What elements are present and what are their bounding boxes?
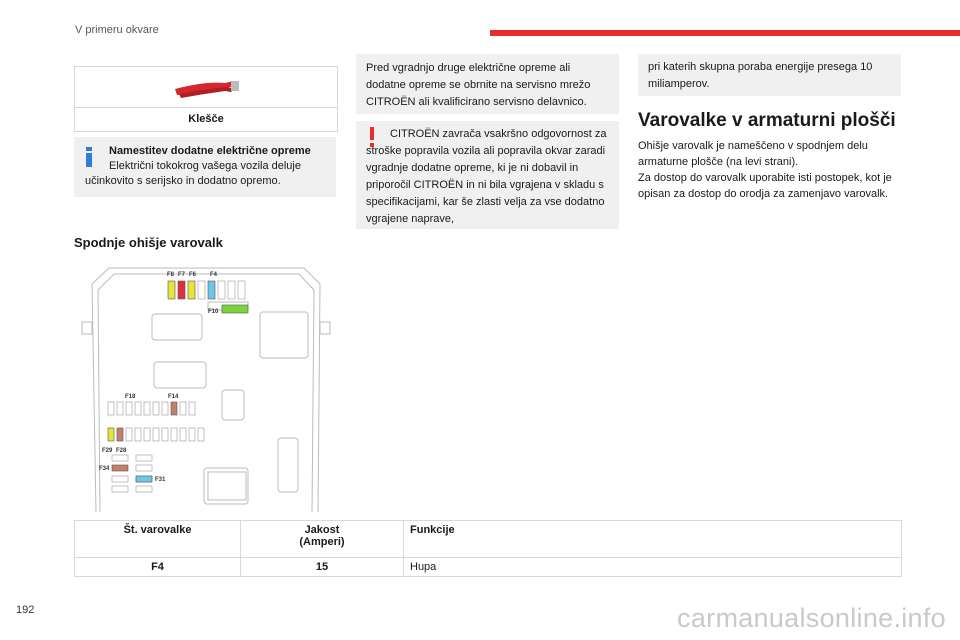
note-service-text: Pred vgradnjo druge električne opreme ali dodatne opreme se obrnite na servisno mrežo CITROËN ali kvalificirano servisno delavnico.: [366, 62, 591, 108]
section-heading: Spodnje ohišje varovalk: [74, 235, 223, 250]
cell-number: F4: [75, 558, 241, 577]
watermark: carmanualsonline.info: [677, 603, 946, 633]
col-header-function: Funkcije: [404, 521, 902, 558]
table-row: [75, 558, 902, 577]
header-accent-bar: [490, 30, 960, 36]
label-f29: F29: [102, 448, 113, 454]
note-continued-text: pri katerih skupna poraba energije presega 10 miliamperov.: [648, 61, 873, 90]
body-text: [638, 138, 902, 202]
warning-line1: CITROËN zavrača vsakršno odgovornost: [390, 128, 592, 140]
fusebox-diagram: [74, 262, 336, 512]
label-f34: F34: [99, 466, 110, 472]
label-f10: F10: [208, 309, 219, 315]
table-header-row: [75, 521, 902, 558]
pliers-icon: [75, 67, 337, 107]
page-number: 192: [16, 604, 35, 616]
warning-text: za stroške popravila vozila ali popravila okvar zaradi vgradnje dodatne opreme, ki je ni dobavil in priporočil CITROËN in ni bila vgrajena v skladu s specifikacijami, kar še zlasti velja za vse dodatno vgrajene naprave,: [366, 128, 607, 225]
label-f31: F31: [155, 477, 166, 483]
label-f7: F7: [178, 272, 186, 278]
pliers-caption: Klešče: [188, 113, 224, 125]
body-p2: Za dostop do varovalk uporabite isti postopek, kot je opisan za dostop do orodja za zamenjavo varovalk.: [638, 172, 892, 200]
pliers-image: [75, 67, 337, 108]
body-p1: Ohišje varovalk je nameščeno v spodnjem delu armaturne plošče (na levi strani).: [638, 140, 868, 168]
note-box-service: [356, 54, 619, 114]
header-title: V primeru okvare: [75, 24, 159, 36]
pliers-figure: [74, 66, 338, 132]
label-f14: F14: [168, 394, 179, 400]
label-f6: F6: [189, 272, 197, 278]
col-header-number: Št. varovalke: [75, 521, 241, 558]
info-title: Namestitev dodatne električne opreme: [109, 145, 311, 157]
cell-amperage: 15: [241, 558, 404, 577]
info-box: [74, 137, 336, 197]
warning-box: [356, 121, 619, 229]
note-box-continued: [638, 54, 901, 96]
col-header-amperage: Jakost (Amperi): [241, 521, 404, 558]
label-f18: F18: [125, 394, 136, 400]
fuse-table: [74, 520, 902, 577]
info-text: Električni tokokrog vašega vozila deluje učinkovito s serijsko in dodatno opremo.: [85, 160, 301, 187]
label-f8: F8: [167, 272, 175, 278]
label-f28: F28: [116, 448, 127, 454]
cell-function: Hupa: [404, 558, 902, 577]
label-f4: F4: [210, 272, 218, 278]
heading-dashboard-fuses: Varovalke v armaturni plošči: [638, 110, 896, 131]
